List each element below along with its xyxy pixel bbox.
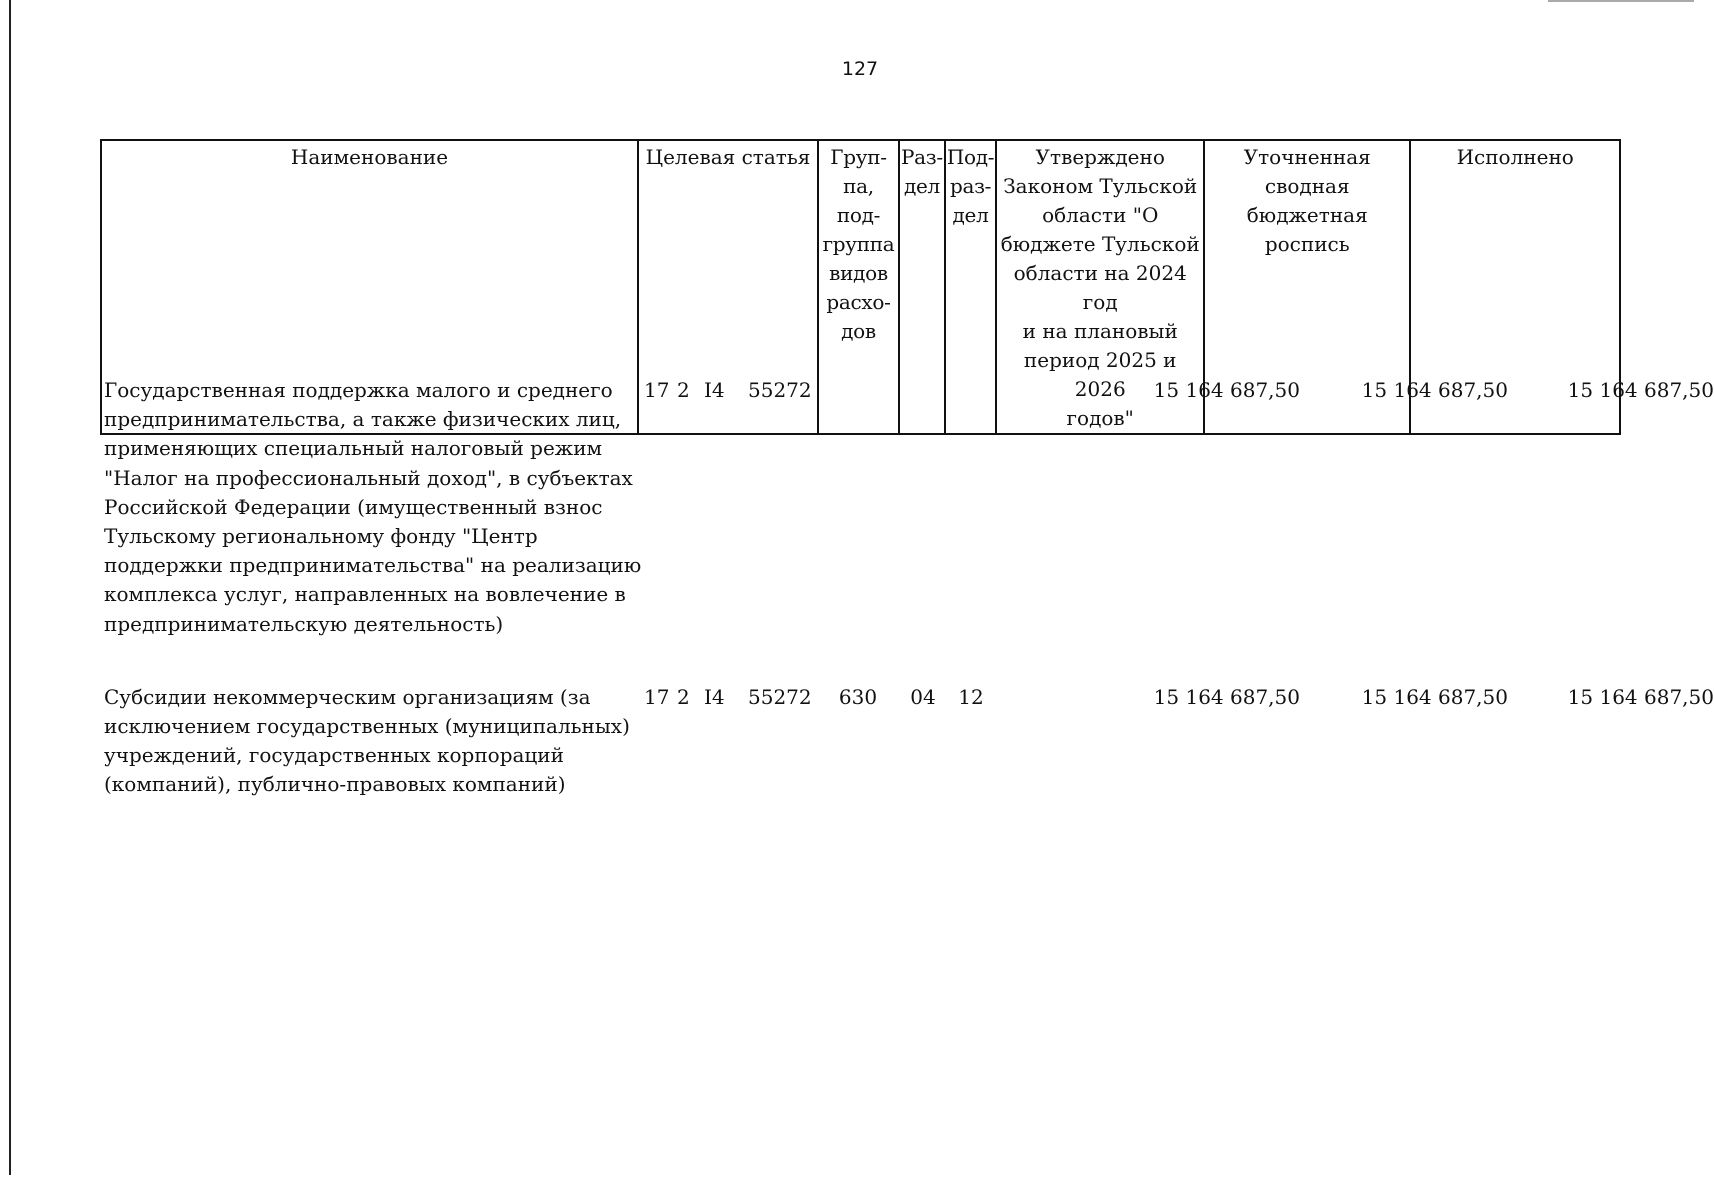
header-section: Раз- дел bbox=[899, 140, 945, 434]
header-subsection: Под- раз- дел bbox=[945, 140, 996, 434]
scan-border-top bbox=[1548, 0, 1694, 2]
row-name: Субсидии некоммерческим организациям (за исключением государственных (муниципальных) учреждений, государственных корпораций (компаний), публично-правовых компаний) bbox=[104, 684, 630, 797]
header-expense-group: Груп- па, под- группа видов расхо- дов bbox=[818, 140, 899, 434]
header-target-article: Целевая статья bbox=[638, 140, 818, 434]
header-approved: Утверждено Законом Тульской области "О бюджете Тульской области на 2024 год и на плановый период 2025 и 2026 годов" bbox=[996, 140, 1204, 434]
row-target-article bbox=[644, 683, 844, 712]
header-executed: Исполнено bbox=[1410, 140, 1620, 434]
header-name: Наименование bbox=[101, 140, 638, 434]
row-executed-amount: 15 164 687,50 bbox=[1567, 684, 1714, 709]
row-target-article bbox=[644, 376, 844, 405]
row-section: 04 bbox=[910, 684, 936, 709]
row-refined-amount: 15 164 687,50 bbox=[1361, 378, 1508, 402]
row-refined-amount: 15 164 687,50 bbox=[1361, 684, 1508, 709]
code-direction: 55272 bbox=[748, 378, 812, 402]
header-refined: Уточненная сводная бюджетная роспись bbox=[1204, 140, 1410, 434]
row-expense-group: 630 bbox=[838, 684, 878, 709]
budget-table-body bbox=[100, 376, 1714, 800]
code-project: I4 bbox=[704, 378, 725, 402]
page-number: 127 bbox=[841, 58, 879, 80]
code-subprogram: 2 bbox=[677, 684, 690, 709]
scan-border-left bbox=[9, 0, 11, 1175]
row-subsection: 12 bbox=[958, 684, 984, 709]
table-row bbox=[100, 376, 1714, 639]
code-subprogram: 2 bbox=[677, 378, 690, 402]
row-name: Государственная поддержка малого и среднего предпринимательства, а также физических лиц, применяющих специальный налоговый режим "Налог на профессиональный доход", в субъектах Российской Федерации (имущественный взнос Тульскому региональному фонду "Центр поддержки предпринимательства" на реализацию комплекса услуг, направленных на вовлечение в предпринимательскую деятельность) bbox=[104, 378, 642, 636]
table-row bbox=[100, 683, 1714, 800]
code-project: I4 bbox=[704, 684, 725, 709]
row-approved-amount: 15 164 687,50 bbox=[1153, 684, 1300, 709]
row-approved-amount: 15 164 687,50 bbox=[1153, 378, 1300, 402]
code-program: 17 bbox=[644, 378, 670, 402]
row-executed-amount: 15 164 687,50 bbox=[1567, 378, 1714, 402]
code-program: 17 bbox=[644, 684, 670, 709]
code-direction: 55272 bbox=[748, 684, 812, 709]
